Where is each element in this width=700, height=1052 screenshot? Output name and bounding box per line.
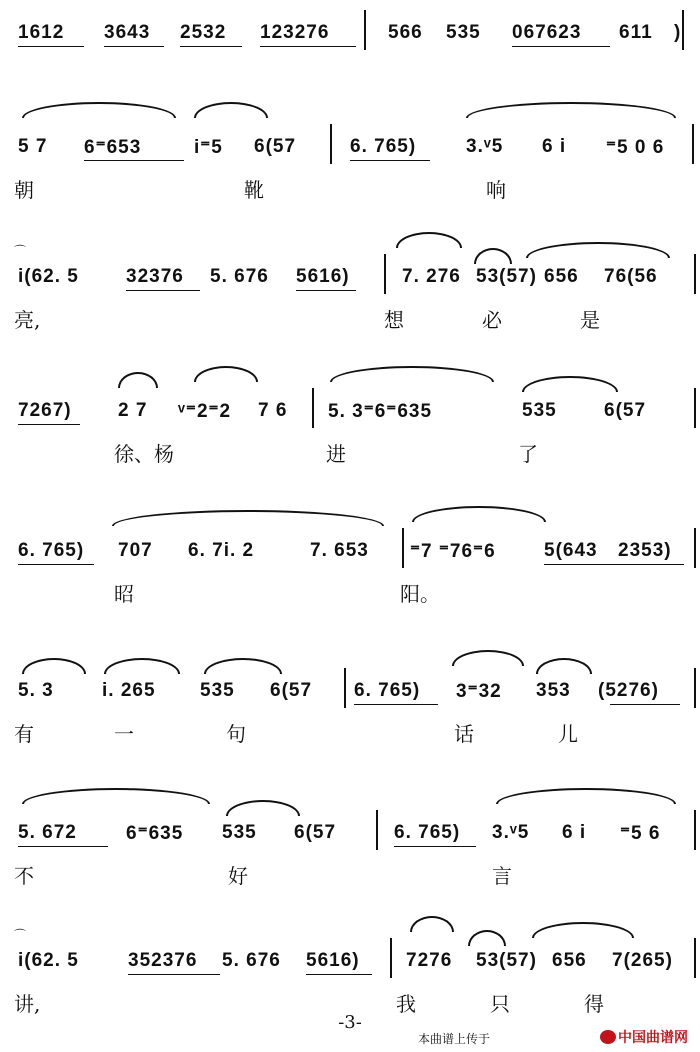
note-group: 5616) <box>306 950 360 971</box>
lyric: 话 <box>454 722 474 746</box>
underline <box>18 846 108 847</box>
underline <box>544 564 684 565</box>
lyric: 是 <box>580 308 600 332</box>
underline <box>128 974 220 975</box>
note-group: 53(57) <box>476 950 537 971</box>
score-system-0 <box>0 22 700 152</box>
lyric: 进 <box>326 442 346 466</box>
underline <box>104 46 164 47</box>
note-group: ⁼5 0 6 <box>606 137 665 158</box>
note-group: 535 <box>222 822 257 843</box>
lyric: 句 <box>226 722 246 746</box>
bar-line <box>376 810 378 850</box>
lyric: 朝 <box>14 178 34 202</box>
note-group: 535 <box>446 22 481 43</box>
score-system-4 <box>0 540 700 670</box>
bar-line <box>390 938 392 978</box>
lyrics-row <box>14 860 684 890</box>
lyric: 我 <box>396 992 416 1016</box>
note-group: ⁼5 6 <box>620 823 661 844</box>
underline <box>18 424 80 425</box>
page-number: -3- <box>338 1012 362 1033</box>
note-group: ) <box>674 22 682 43</box>
lyric: 好 <box>228 864 248 888</box>
note-group: 6 i <box>542 136 567 157</box>
note-group: 5. 676 <box>210 266 269 287</box>
bar-line <box>694 388 696 428</box>
lyrics-row <box>14 438 684 468</box>
lyric: 亮, <box>14 308 41 332</box>
lyric: 言 <box>492 864 512 888</box>
bar-line <box>694 254 696 294</box>
note-group: 3.ᵛ5 <box>492 822 530 843</box>
note-group: 7267) <box>18 400 72 421</box>
underline <box>296 290 356 291</box>
note-group: 123276 <box>260 22 330 43</box>
fermata-icon: ⌒ <box>14 928 27 942</box>
underline <box>260 46 356 47</box>
notation-row <box>14 136 684 162</box>
note-group: 2 7 <box>118 400 148 421</box>
note-group: 2532 <box>180 22 227 43</box>
score-system-3 <box>0 400 700 530</box>
underline <box>306 974 372 975</box>
note-group: 6. 765) <box>350 136 417 157</box>
underline <box>18 564 94 565</box>
underline <box>354 704 438 705</box>
lyrics-row <box>14 304 684 334</box>
note-group: 5. 3⁼6⁼635 <box>328 401 433 422</box>
note-group: 53(57) <box>476 266 537 287</box>
note-group: 566 <box>388 22 423 43</box>
note-group: 5(643 <box>544 540 598 561</box>
lyric: 昭 <box>114 582 134 606</box>
score-system-7 <box>0 928 700 1052</box>
note-group: 6. 765) <box>354 680 421 701</box>
note-group: 6. 7i. 2 <box>188 540 255 561</box>
lyric: 靴 <box>244 178 264 202</box>
note-group: i. 265 <box>102 680 156 701</box>
note-group: 5 7 <box>18 136 48 157</box>
bar-line <box>312 388 314 428</box>
bar-line <box>682 10 684 50</box>
note-group: 76(56 <box>604 266 658 287</box>
note-group: 3.ᵛ5 <box>466 136 504 157</box>
note-group: 6(57 <box>254 136 297 157</box>
note-group: 7(265) <box>612 950 673 971</box>
note-group: 5. 3 <box>18 680 54 701</box>
note-group: i⁼5 <box>194 137 223 158</box>
underline <box>18 46 84 47</box>
underline <box>84 160 184 161</box>
note-group: 5. 672 <box>18 822 77 843</box>
note-group: 067623 <box>512 22 582 43</box>
notation-row <box>14 540 684 566</box>
note-group: (5276) <box>598 680 659 701</box>
note-group: 7. 653 <box>310 540 369 561</box>
note-group: 1612 <box>18 22 65 43</box>
bar-line <box>344 668 346 708</box>
lyric: 不 <box>14 864 34 888</box>
note-group: 535 <box>200 680 235 701</box>
notation-row <box>14 266 684 292</box>
lyric: 徐、杨 <box>114 442 174 466</box>
lyrics-row <box>14 718 684 748</box>
bar-line <box>384 254 386 294</box>
underline <box>394 846 476 847</box>
note-group: 6⁼653 <box>84 137 142 158</box>
underline <box>610 704 680 705</box>
notation-row <box>14 22 684 48</box>
bar-line <box>694 938 696 978</box>
lyric: 得 <box>584 992 604 1016</box>
note-group: 7 6 <box>258 400 288 421</box>
bar-line <box>694 810 696 850</box>
logo-icon <box>600 1030 616 1044</box>
lyric: 一 <box>114 722 134 746</box>
note-group: 7. 276 <box>402 266 461 287</box>
note-group: 2353) <box>618 540 672 561</box>
note-group: 5616) <box>296 266 350 287</box>
note-group: ⁼7 ⁼76⁼6 <box>410 541 496 562</box>
note-group: 352376 <box>128 950 198 971</box>
notation-row <box>14 950 684 976</box>
lyric: 儿 <box>558 722 578 746</box>
note-group: 611 <box>619 22 653 43</box>
lyric: 了 <box>518 442 538 466</box>
note-group: 7276 <box>406 950 453 971</box>
lyric: 必 <box>482 308 502 332</box>
note-group: 6⁼635 <box>126 823 184 844</box>
note-group: ᵛ⁼2⁼2 <box>178 401 232 422</box>
bar-line <box>364 10 366 50</box>
note-group: i(62. 5 <box>18 950 79 971</box>
note-group: i(62. 5 <box>18 266 79 287</box>
note-group: 353 <box>536 680 571 701</box>
lyric: 响 <box>486 178 506 202</box>
note-group: 656 <box>552 950 587 971</box>
note-group: 656 <box>544 266 579 287</box>
bar-line <box>694 528 696 568</box>
bar-line <box>402 528 404 568</box>
note-group: 707 <box>118 540 153 561</box>
bar-line <box>692 124 694 164</box>
lyric: 阳。 <box>400 582 440 606</box>
underline <box>512 46 610 47</box>
site-logo-text: 中国曲谱网 <box>618 1030 688 1046</box>
note-group: 6(57 <box>604 400 647 421</box>
notation-row <box>14 822 684 848</box>
lyric: 讲, <box>14 992 41 1016</box>
bar-line <box>330 124 332 164</box>
bar-line <box>694 668 696 708</box>
note-group: 6(57 <box>294 822 337 843</box>
lyrics-row <box>14 174 684 204</box>
fermata-icon: ⌒ <box>14 244 27 258</box>
lyrics-row <box>14 578 684 608</box>
note-group: 6(57 <box>270 680 313 701</box>
underline <box>350 160 430 161</box>
lyric: 只 <box>490 992 510 1016</box>
note-group: 32376 <box>126 266 184 287</box>
underline <box>126 290 200 291</box>
note-group: 6. 765) <box>18 540 85 561</box>
note-group: 3⁼32 <box>456 681 502 702</box>
notation-row <box>14 680 684 706</box>
lyric: 有 <box>14 722 34 746</box>
note-group: 6 i <box>562 822 587 843</box>
site-logo[interactable] <box>600 1027 688 1047</box>
underline <box>180 46 242 47</box>
note-group: 535 <box>522 400 557 421</box>
upload-credit: 本曲谱上传于 <box>417 1032 490 1046</box>
note-group: 6. 765) <box>394 822 461 843</box>
note-group: 3643 <box>104 22 151 43</box>
note-group: 5. 676 <box>222 950 281 971</box>
lyric: 想 <box>384 308 404 332</box>
notation-row <box>14 400 684 426</box>
